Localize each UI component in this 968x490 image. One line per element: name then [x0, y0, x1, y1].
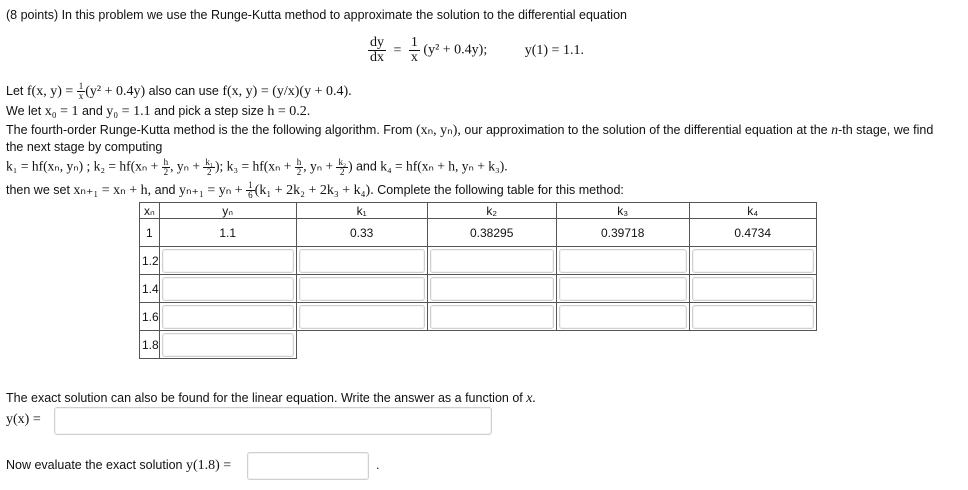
table-header-row [140, 203, 817, 219]
evaluate-input[interactable] [247, 452, 369, 480]
k2-input-row2[interactable] [430, 249, 554, 273]
header-k1: k₁ [296, 203, 427, 219]
exact-solution-input[interactable] [54, 407, 492, 435]
algorithm-line-1: The fourth-order Runge-Kutta method is the the following algorithm. From (xₙ, yₙ), our approximation to the solution of the differential equation at the n-th stage, we find [6, 123, 934, 138]
k1-input-row3[interactable] [299, 277, 425, 301]
initial-condition: y(1) = 1.1. [524, 42, 584, 58]
header-k4: k₄ [689, 203, 816, 219]
evaluate-prompt: Now evaluate the exact solution y(1.8) = [6, 458, 232, 473]
one-over-x-fraction: $\frac{1}{x}$ [410, 35, 418, 65]
header-k2: k₂ [427, 203, 556, 219]
exact-solution-prompt: The exact solution can also be found for the linear equation. Write the answer as a function of x. [6, 391, 536, 406]
y-input-row5[interactable] [162, 333, 294, 357]
table-row: 1.4 [140, 275, 817, 303]
k-formulas-line: k₁ = hf(xₙ, yₙ) ; k₂ = hf(xₙ + $\frac{h}{2}$ , yₙ + $\frac{\text{k₁}}{2}$ ); k₃ = hf(xₙ + $\frac{h}{2}$ , yₙ + $\frac{\text{k₂}}{2}$ ) and k₄ = hf(xₙ + h, yₙ + k₃). [6, 157, 508, 177]
k2-input-row3[interactable] [430, 277, 554, 301]
evaluate-period: . [376, 458, 380, 472]
table-row: 1.6 [140, 303, 817, 331]
runge-kutta-table [139, 202, 817, 359]
step-size-line: We let x₀ = 1 and y₀ = 1.1 and pick a step size h = 0.2. [6, 104, 311, 119]
table-row: 1.2 [140, 247, 817, 275]
k1-input-row4[interactable] [299, 305, 425, 329]
let-f-line: Let f(x, y) = $\frac{1}{x}$ (y² + 0.4y) also can use f(x, y) = (y/x)(y + 0.4). [6, 81, 352, 101]
header-yn: yₙ [159, 203, 296, 219]
then-line: then we set xₙ₊₁ = xₙ + h, and yₙ₊₁ = yₙ + $\frac{1}{6}$ (k₁ + 2k₂ + 2k₃ + k₄). Complete the following table for this method: [6, 180, 624, 200]
exact-solution-label: y(x) = [6, 412, 41, 427]
k3-input-row4[interactable] [559, 305, 687, 329]
k1-input-row2[interactable] [299, 249, 425, 273]
y-input-row4[interactable] [162, 305, 294, 329]
algorithm-line-2: the next stage by computing [6, 140, 163, 154]
k3-input-row2[interactable] [559, 249, 687, 273]
table-row: 1.8 [140, 331, 817, 359]
table-row: 1 1.1 0.33 0.38295 0.39718 0.4734 [140, 219, 817, 247]
header-xn: xₙ [140, 203, 160, 219]
y-input-row3[interactable] [162, 277, 294, 301]
k4-input-row4[interactable] [692, 305, 814, 329]
dy-dx-fraction: $\frac{dy}{dx}$ [370, 35, 384, 65]
y-input-row2[interactable] [162, 249, 294, 273]
k2-input-row4[interactable] [430, 305, 554, 329]
k4-input-row2[interactable] [692, 249, 814, 273]
k4-input-row3[interactable] [692, 277, 814, 301]
k3-input-row3[interactable] [559, 277, 687, 301]
intro-text: (8 points) In this problem we use the Runge-Kutta method to approximate the solution to the differential equation [6, 8, 627, 22]
differential-equation: $\frac{dy}{dx}$ = $\frac{1}{x}$ (y² + 0.4y); y(1) = 1.1. [370, 35, 584, 65]
header-k3: k₃ [556, 203, 689, 219]
